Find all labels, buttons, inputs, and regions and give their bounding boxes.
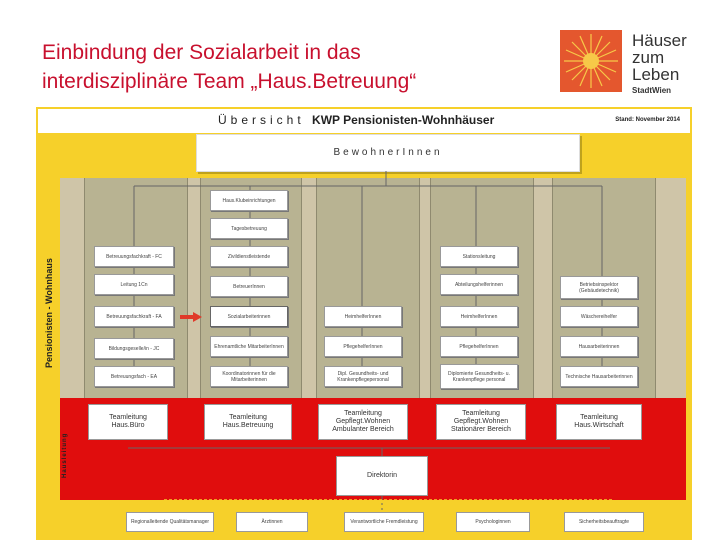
column-4-box-2: Abteilungshelferinnen: [440, 274, 518, 295]
bottom-box-5: Sicherheitsbeauftragte: [564, 512, 644, 532]
column-2-box-6: Ehrenamtliche MitarbeiterInnen: [210, 336, 288, 357]
column-2-box-7: Koordinatorinnen für die Mitarbeiterinnen: [210, 366, 288, 387]
column-4-box-3: HeimhelferInnen: [440, 306, 518, 327]
team-lead-1: Teamleitung Haus.Büro: [88, 404, 168, 440]
column-2-box-4: BetreuerInnen: [210, 276, 288, 297]
column-1-box-4: Bildungsgeselle/in - JC: [94, 338, 174, 359]
logo-line1: Häuser: [632, 31, 687, 50]
column-5-box-4: Technische Hausarbeiterinnen: [560, 366, 638, 387]
team-lead-5: Teamleitung Haus.Wirtschaft: [556, 404, 642, 440]
logo-subline: StadtWien: [632, 86, 672, 95]
bottom-box-2: Ärztinnen: [236, 512, 308, 532]
bottom-box-4: Psychologinnen: [456, 512, 530, 532]
slide-title-line1: Einbindung der Sozialarbeit in das: [42, 41, 361, 64]
column-4-box-4: PflegehelferInnen: [440, 336, 518, 357]
column-4-box-1: Stationsleitung: [440, 246, 518, 267]
team-lead-2: Teamleitung Haus.Betreuung: [204, 404, 292, 440]
org-chart-title-bold: KWP Pensionisten-Wohnhäuser: [312, 113, 495, 127]
column-1-box-3: Betreuungsfachkraft - FA: [94, 306, 174, 327]
column-1-box-5: Betreuungsfach - EA: [94, 366, 174, 387]
bottom-box-3: Verantwortliche Fremdleistung: [344, 512, 424, 532]
column-3-box-2: PflegehelferInnen: [324, 336, 402, 357]
org-chart-date: Stand: November 2014: [615, 117, 680, 123]
column-3-box-1: HeimhelferInnen: [324, 306, 402, 327]
team-lead-4: Teamleitung Gepflegt.Wohnen Stationärer Bereich: [436, 404, 526, 440]
residents-box: BewohnerInnen: [196, 134, 580, 172]
column-2-box-1: Haus.Klubeinrichtungen: [210, 190, 288, 211]
column-5-box-2: Wäschereihelfer: [560, 306, 638, 327]
side-label-management: Hausleitung: [62, 432, 68, 478]
logo-line3: Leben: [632, 65, 680, 84]
column-2-box-5: Sozialarbeiterinnen: [210, 306, 288, 327]
team-lead-3: Teamleitung Gepflegt.Wohnen Ambulanter Bereich: [318, 404, 408, 440]
org-chart-title-spaced: Übersicht: [218, 113, 305, 127]
column-5-box-3: Hausarbeiterinnen: [560, 336, 638, 357]
bottom-box-1: Regionalleitende Qualitätsmanager: [126, 512, 214, 532]
column-5-box-1: Betriebsinspektor (Gebäudetechnik): [560, 276, 638, 299]
column-3-box-3: Dipl. Gesundheits- und Krankenpflegepersonal: [324, 366, 402, 387]
side-label-house: Pensionisten - Wohnhaus: [44, 258, 54, 368]
column-4-box-5: Diplomierte Gesundheits- u. Krankenpflege personal: [440, 364, 518, 389]
column-2-box-2: Tagesbetreuung: [210, 218, 288, 239]
director-box: Direktorin: [336, 456, 428, 496]
column-1-box-1: Betreuungsfachkraft - FC: [94, 246, 174, 267]
slide-title-line2: interdisziplinäre Team „Haus.Betreuung“: [42, 70, 417, 93]
column-2-box-3: Zivildienstleistende: [210, 246, 288, 267]
column-1-box-2: Leitung 1Cn: [94, 274, 174, 295]
logo-line2: zum: [632, 48, 665, 67]
highlight-arrow-icon: [180, 312, 202, 322]
